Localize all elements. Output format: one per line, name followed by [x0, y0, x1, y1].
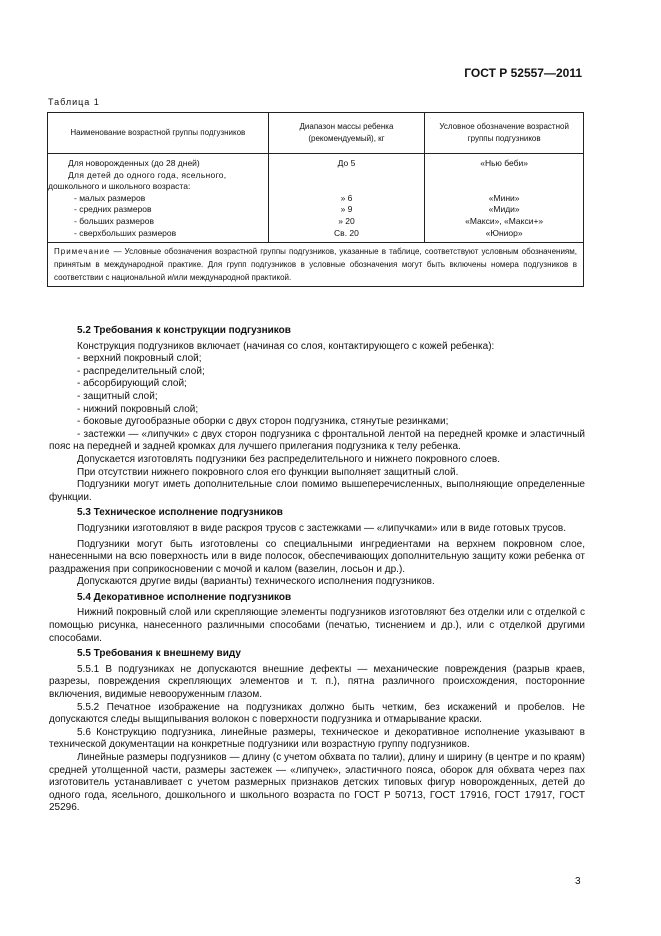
table-cell: [425, 181, 583, 193]
column-header-group: Наименование возрастной группы подгузников: [48, 113, 269, 154]
column-header-mark: Условное обозначение возрастной группы подгузников: [425, 113, 584, 154]
table-cell: Св. 20: [334, 227, 359, 238]
paragraph: Линейные размеры подгузников — длину (с учетом обхвата по талии), длину и ширину (в центре и по краям) средней утолщенной части, размеры застежек — «липучек», эластичного пояса, оборок для обхвата через пах изготовитель устанавливает с учетом размерных признаков детских типовых фигур новорожденных, детей до одного года, ясельного, дошкольного и школьного возраста по ГОСТ Р 50713, ГОСТ 17916, ГОСТ 17917, ГОСТ 25296.: [49, 752, 585, 814]
table-cell: Для детей до одного года, ясельного,: [68, 169, 227, 180]
list-item: - застежки — «липучки» с двух сторон подгузника с фронтальной лентой на передней кромке и эластичный пояс на передней и задней кромках для лучшего прилегания подгузника к телу ребенка.: [49, 428, 585, 453]
list-item: - распределительный слой;: [77, 365, 205, 377]
document-code: ГОСТ Р 52557—2011: [464, 66, 582, 80]
table-body-row: [48, 154, 584, 243]
paragraph: Допускаются другие виды (варианты) технического исполнения подгузников.: [77, 576, 435, 588]
list-item: - защитный слой;: [77, 390, 158, 402]
table-cell: [269, 170, 425, 182]
table-cell: Для новорожденных (до 28 дней): [68, 158, 200, 168]
mass-range-list: [269, 154, 425, 242]
table-cell: » 20: [338, 215, 355, 226]
table-cell: - малых размеров: [74, 192, 146, 203]
list-item: - нижний покровный слой;: [77, 403, 199, 415]
note-label: Примечание: [54, 247, 111, 257]
table-cell: «Миди»: [488, 204, 520, 215]
page-number: 3: [575, 876, 581, 887]
paragraph: Нижний покровный слой или скрепляющие элементы подгузников изготовляют без отделки или с отделкой с помощью рисунка, нанесенного различными способами (печатью, тиснением и др.), или с отделкой другими способами.: [49, 607, 585, 644]
paragraph: Конструкция подгузников включает (начиная со слоя, контактирующего с кожей ребенка):: [77, 340, 495, 352]
paragraph: При отсутствии нижнего покровного слоя его функции выполняет защитный слой.: [77, 466, 459, 478]
table-cell: дошкольного и школьного возраста:: [48, 181, 191, 192]
paragraph: Подгузники могут иметь дополнительные слои помимо вышеперечисленных, выполняющие определенные функции.: [49, 479, 585, 503]
section-heading-5-3: 5.3 Техническое исполнение подгузников: [77, 507, 283, 519]
section-heading-5-4: 5.4 Декоративное исполнение подгузников: [77, 591, 292, 603]
table-note-row: [48, 243, 584, 287]
list-item: - боковые дугообразные оборки с двух сторон подгузника, стянутые резинками;: [77, 416, 449, 428]
list-item: - абсорбирующий слой;: [77, 378, 187, 390]
mass-group-table: [47, 112, 584, 287]
table-cell: [269, 181, 425, 193]
section-heading-5-2: 5.2 Требования к конструкции подгузников: [77, 325, 291, 336]
paragraph: 5.6 Конструкцию подгузника, линейные размеры, техническое и декоративное исполнение указывают в технической документации на конкретные подгузники или возрастную группу подгузников.: [49, 726, 585, 751]
table-note: [48, 243, 584, 287]
table-cell: «Макси», «Макси+»: [465, 215, 544, 226]
table-cell: - средних размеров: [74, 204, 152, 215]
mark-list: [425, 154, 583, 242]
document-body: [49, 325, 585, 815]
table-cell: До 5: [337, 158, 356, 168]
list-item: - верхний покровный слой;: [77, 353, 202, 365]
table-cell: » 6: [340, 192, 353, 203]
table-cell: [425, 170, 583, 182]
paragraph: 5.5.2 Печатное изображение на подгузниках должно быть четким, без искажений и пробелов. Не допускаются следы выщипывания волокон с поверхности подгузника и отмарывание краски.: [49, 701, 585, 726]
note-text: — Условные обозначения возрастной группы подгузников, указанные в таблице, соответствуют условным обозначениям, принятым в международной практике. Для групп подгузников в условные обозначения могут быть включены номера подгузников в соответствии с национальной и/или международной практикой.: [54, 247, 577, 283]
table-cell: » 9: [340, 204, 353, 215]
paragraph: Допускается изготовлять подгузники без распределительного и нижнего покровного слоев.: [77, 453, 500, 465]
table-cell: - больших размеров: [74, 215, 154, 226]
table-header-row: [48, 113, 584, 154]
paragraph: Подгузники изготовляют в виде раскроя трусов с застежками — «липучками» или в виде готовых трусов.: [77, 522, 567, 534]
table-cell: «Юниор»: [485, 227, 523, 238]
column-header-mass: Диапазон массы ребенка (рекомендуемый), кг: [268, 113, 425, 154]
paragraph: 5.5.1 В подгузниках не допускаются внешние дефекты — механические повреждения (разрыв краев, разрезы, повреждения скрепляющих элементов и т. п.), пятна различного происхождения, посторонние включения, видимые невооруженным глазом.: [49, 663, 585, 701]
table-cell: - сверхбольших размеров: [74, 227, 177, 238]
group-name-list: [48, 154, 268, 242]
table-cell: «Нью беби»: [480, 158, 529, 168]
table-cell: «Мини»: [488, 192, 520, 203]
section-heading-5-5: 5.5 Требования к внешнему виду: [77, 648, 241, 660]
table-caption: Таблица 1: [48, 97, 100, 107]
paragraph: Подгузники могут быть изготовлены со специальными ингредиентами на верхнем покровном слое, нанесенными на всю поверхность или в виде полосок, обеспечивающих дополнительную защиту кожи ребенка от раздражения при соприкосновении с мочой и калом (вазелин, лосьон и др.).: [49, 538, 585, 575]
